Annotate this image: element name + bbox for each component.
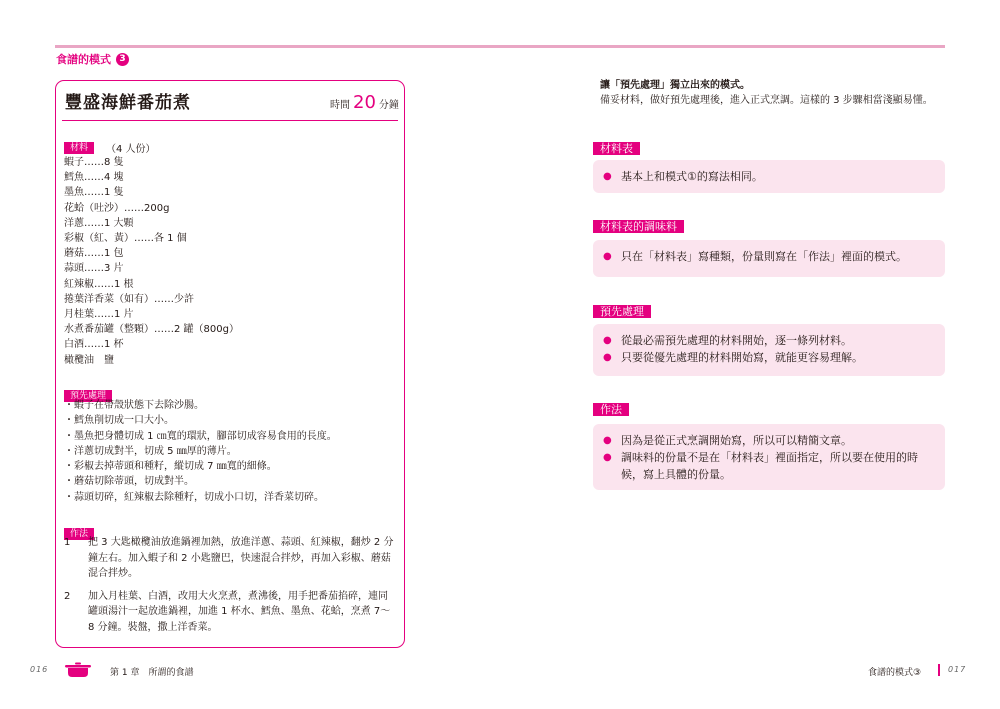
steps-label: 作法 (64, 528, 94, 540)
section-number-badge: 3 (116, 53, 129, 66)
bullet-dot-icon: ● (603, 352, 612, 363)
chapter-label: 第 1 章 所謂的食譜 (110, 668, 194, 678)
section-box (593, 160, 945, 193)
list-item: 紅辣椒……1 根 (64, 278, 134, 290)
steps-list (64, 535, 394, 642)
top-rule-right (500, 45, 945, 48)
list-item: 月桂葉……1 片 (64, 309, 134, 321)
time-value: 20 (353, 92, 376, 113)
list-item: 墨魚……1 隻 (64, 187, 124, 199)
section-heading (593, 300, 651, 321)
intro (600, 78, 940, 108)
step-text: 把 3 大匙橄欖油放進鍋裡加熱，放進洋蔥、蒜頭、紅辣椒，翻炒 2 分鐘左右。加入蝦子和 2 小匙鹽巴，快速混合拌炒，再加入彩椒、蘑菇混合拌炒。 (88, 537, 394, 579)
step-item (64, 589, 394, 636)
section-heading (593, 137, 640, 158)
list-item: ・彩椒去掉蒂頭和種籽，縱切成 7 ㎜寬的細條。 (64, 461, 277, 473)
bullet-dot-icon: ● (603, 452, 612, 463)
step-text: 加入月桂葉、白酒，改用大火烹煮，煮沸後，用手把番茄掐碎，連同罐頭湯汁一起放進鍋裡，加進 1 杯水、鱈魚、墨魚、花蛤，烹煮 7～8 分鐘。裝盤，撒上洋香菜。 (88, 590, 391, 633)
intro-body: 備妥材料，做好預先處理後，進入正式烹調。這樣的 3 步驟相當淺顯易懂。 (600, 95, 933, 106)
section-box (593, 240, 945, 277)
section-tag (56, 51, 129, 67)
list-item: 蘑菇……1 包 (64, 248, 124, 260)
section-heading-label: 材料表的調味料 (593, 220, 684, 233)
bullet-item (603, 248, 931, 265)
section-heading (593, 215, 684, 236)
step-item (64, 535, 394, 582)
list-item: 捲葉洋香菜（如有）……少許 (64, 293, 194, 305)
page-number-left: 016 (30, 665, 49, 674)
bullet-dot-icon: ● (603, 251, 612, 262)
prep-label: 預先處理 (64, 390, 112, 402)
list-item: ・墨魚把身體切成 1 ㎝寬的環狀，腳部切成容易食用的長度。 (64, 430, 337, 442)
list-item: ・洋蔥切成對半，切成 5 ㎜厚的薄片。 (64, 445, 237, 457)
footer-section-label: 食譜的模式③ (868, 668, 922, 678)
bullet-text: 調味料的份量不是在「材料表」裡面指定，所以要在使用的時候，寫上具體的份量。 (621, 451, 918, 481)
page-number-right: 017 (948, 665, 967, 674)
section-heading-label: 材料表 (593, 142, 640, 155)
bullet-text: 因為是從正式烹調開始寫，所以可以精簡文章。 (621, 434, 852, 447)
cooking-pot-icon (64, 660, 92, 678)
bullet-item (603, 349, 931, 366)
list-item: 花蛤（吐沙）……200g (64, 202, 170, 214)
servings: （4 人份） (106, 144, 156, 155)
section-label: 食譜的模式 (56, 53, 111, 66)
bullet-text: 從最必需預先處理的材料開始，逐一條列材料。 (621, 334, 852, 347)
bullet-dot-icon: ● (603, 335, 612, 346)
list-item: 蒜頭……3 片 (64, 263, 124, 275)
ingredients-header (64, 140, 156, 155)
step-number: 1 (64, 537, 71, 548)
section-heading (593, 398, 629, 419)
list-item: 洋蔥……1 大顆 (64, 217, 134, 229)
card-divider (62, 120, 398, 121)
section-box (593, 424, 945, 490)
list-item: 水煮番茄罐（整顆）……2 罐（800g） (64, 324, 239, 336)
list-item: 鱈魚……4 塊 (64, 172, 124, 184)
bullet-text: 只在「材料表」寫種類，份量則寫在「作法」裡面的模式。 (621, 250, 907, 263)
prep-list (64, 398, 337, 505)
bullet-text: 只要從優先處理的材料開始寫，就能更容易理解。 (621, 351, 863, 364)
recipe-title: 豐盛海鮮番茄煮 (65, 93, 191, 113)
cooking-time (330, 92, 399, 113)
list-item: ・蝦子在帶殼狀態下去除沙腸。 (64, 400, 204, 411)
time-unit: 分鐘 (378, 100, 399, 111)
bullet-dot-icon: ● (603, 435, 612, 446)
bullet-item (603, 332, 931, 349)
time-prefix: 時間 (330, 100, 350, 111)
section-heading-label: 預先處理 (593, 305, 651, 318)
top-rule-left (55, 45, 500, 48)
list-item: ・鱈魚削切成一口大小。 (64, 415, 174, 427)
list-item: 白酒……1 杯 (64, 339, 124, 351)
ingredients-label: 材料 (64, 142, 94, 154)
list-item: ・蒜頭切碎，紅辣椒去除種籽，切成小口切，洋香菜切碎。 (64, 491, 324, 503)
intro-title: 讓「預先處理」獨立出來的模式。 (600, 80, 750, 91)
ingredients-list (64, 155, 239, 368)
bullet-text: 基本上和模式①的寫法相同。 (621, 170, 763, 183)
bullet-item (603, 168, 931, 185)
list-item: 蝦子……8 隻 (64, 157, 124, 168)
section-heading-label: 作法 (593, 403, 629, 416)
section-box (593, 324, 945, 376)
list-item: ・蘑菇切除蒂頭，切成對半。 (64, 476, 194, 488)
bullet-item (603, 449, 931, 483)
footer-divider (938, 664, 940, 676)
list-item: 橄欖油 鹽 (64, 354, 114, 366)
bullet-dot-icon: ● (603, 171, 612, 182)
step-number: 2 (64, 590, 71, 602)
bullet-item (603, 432, 931, 449)
list-item: 彩椒（紅、黃）……各 1 個 (64, 233, 187, 245)
